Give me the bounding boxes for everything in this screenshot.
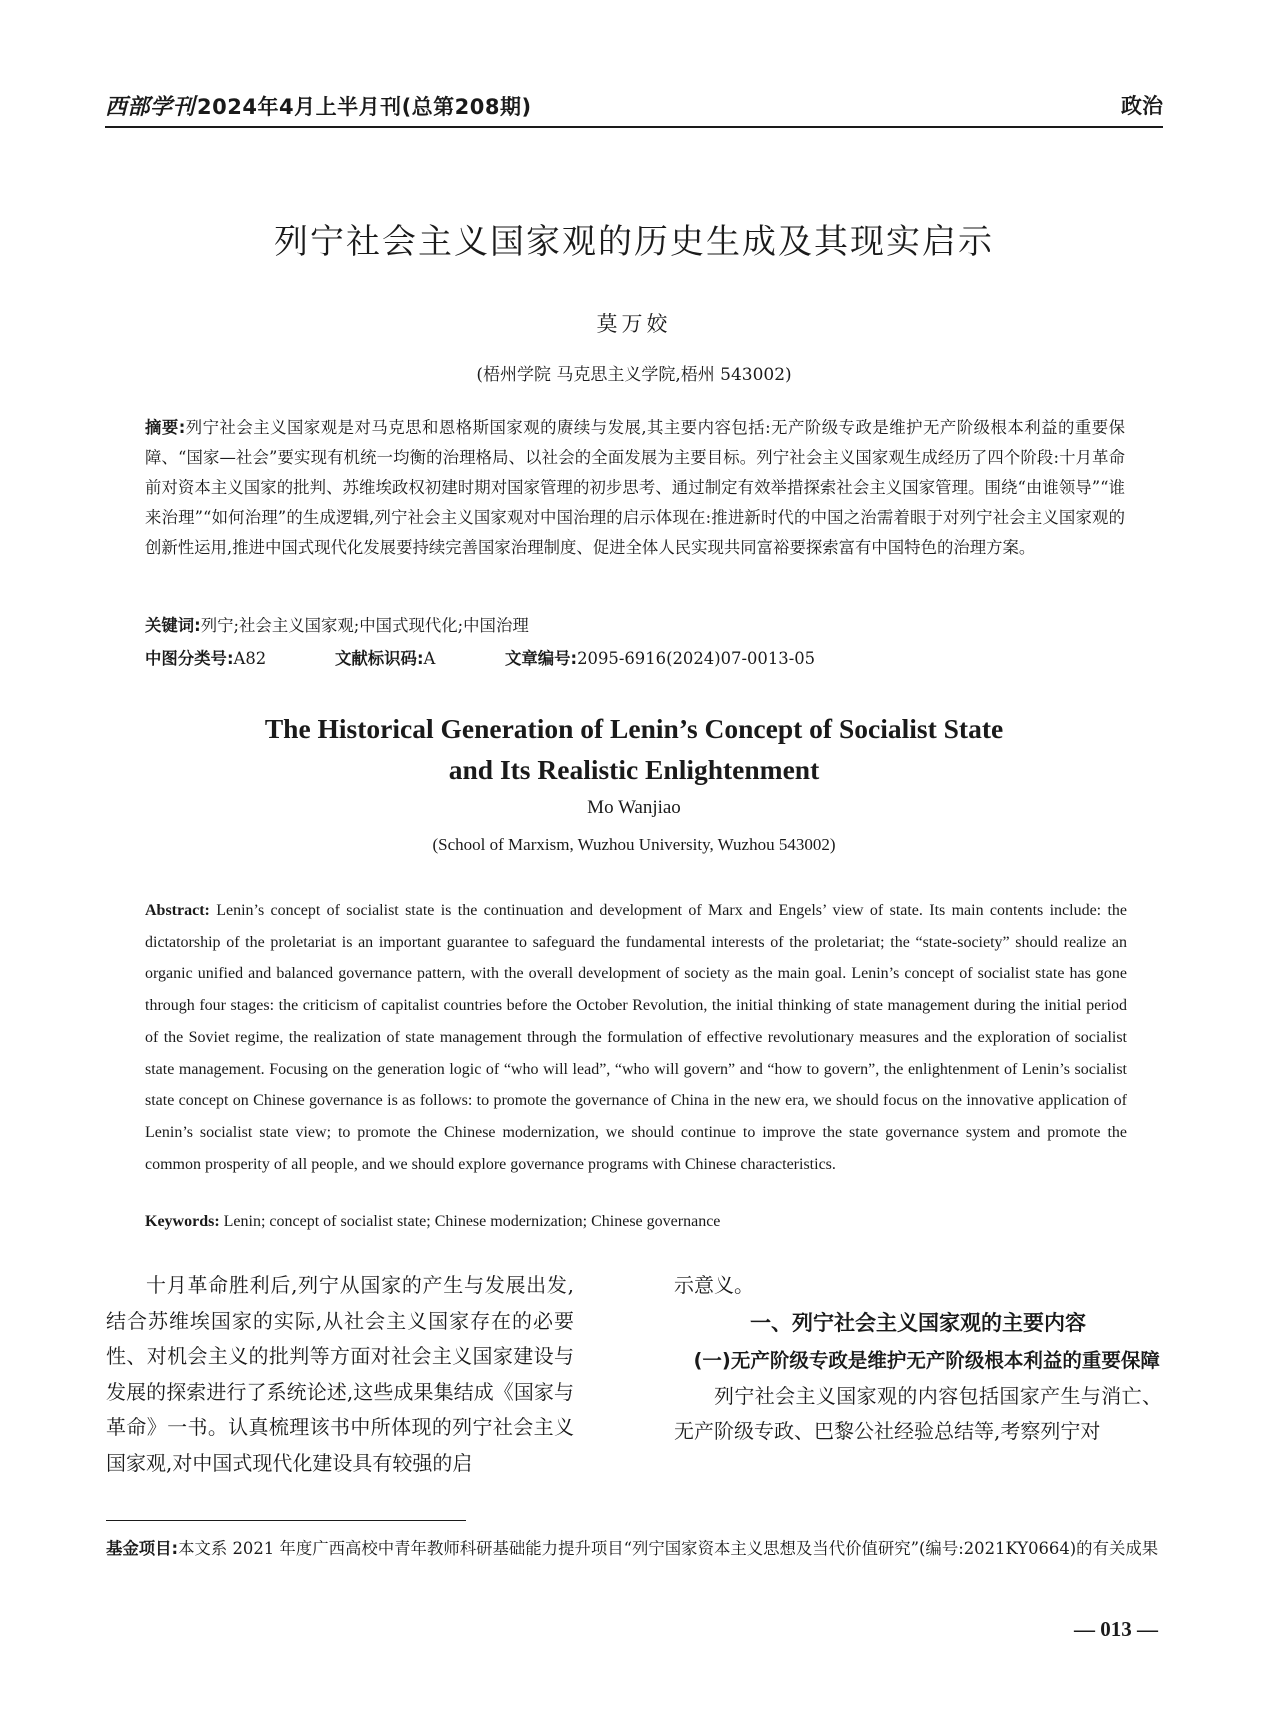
abstract-en-label: Abstract: <box>145 902 210 919</box>
abstract-cn-text: 列宁社会主义国家观是对马克思和恩格斯国家观的赓续与发展,其主要内容包括:无产阶级专政是维护无产阶级根本利益的重要保障、“国家—社会”要实现有机统一均衡的治理格局、以社会的全面发展为主要目标。列宁社会主义国家观生成经历了四个阶段:十月革命前对资本主义国家的批判、苏维埃政权初建时期对国家管理的初步思考、通过制定有效举措探索社会主义国家管理。围绕“由谁领导”“谁来治理”“如何治理”的生成逻辑,列宁社会主义国家观对中国治理的启示体现在:推进新时代的中国之治需着眼于对列宁社会主义国家观的创新性运用,推进中国式现代化发展要持续完善国家治理制度、促进全体人民实现共同富裕要探索富有中国特色的治理方案。 <box>145 418 1125 557</box>
abstract-cn-label: 摘要: <box>145 418 186 437</box>
classification-row <box>145 645 1125 669</box>
body-column-left <box>106 1268 574 1481</box>
doc-code-value: A <box>423 649 436 668</box>
article-title-en <box>0 708 1268 790</box>
doc-code <box>335 645 505 669</box>
body-paragraph-continued: 示意义。 <box>674 1273 754 1297</box>
issue-text: 2024年4月上半月刊(总第208期) <box>197 95 532 119</box>
section-heading: 一、列宁社会主义国家观的主要内容 <box>750 1310 1086 1335</box>
title-en-line2: and Its Realistic Enlightenment <box>448 754 820 785</box>
journal-logo: 西部学刊 <box>105 94 196 120</box>
footnote-label: 基金项目: <box>106 1539 179 1558</box>
body-paragraph: 十月革命胜利后,列宁从国家的产生与发展出发,结合苏维埃国家的实际,从社会主义国家存在的必要性、对机会主义的批判等方面对社会主义国家建设与发展的探索进行了系统论述,这些成果集结成《国家与革命》一书。认真梳理该书中所体现的列宁社会主义国家观,对中国式现代化建设具有较强的启 <box>106 1273 574 1475</box>
body-column-right <box>674 1268 1162 1450</box>
clc-number <box>145 645 335 669</box>
footnote-text: 本文系 2021 年度广西高校中青年教师科研基础能力提升项目“列宁国家资本主义思想及当代价值研究”(编号:2021KY0664)的有关成果 <box>178 1539 1159 1558</box>
keywords-cn-text: 列宁;社会主义国家观;中国式现代化;中国治理 <box>200 616 529 635</box>
article-title-cn: 列宁社会主义国家观的历史生成及其现实启示 <box>274 222 994 262</box>
page-number: — 013 — <box>1074 1617 1158 1641</box>
clc-label: 中图分类号: <box>145 649 234 668</box>
clc-value: A82 <box>233 649 267 668</box>
body-paragraph: 列宁社会主义国家观的内容包括国家产生与消亡、无产阶级专政、巴黎公社经验总结等,考察列宁对 <box>674 1383 1162 1443</box>
article-number <box>505 645 815 669</box>
abstract-en-text: Lenin’s concept of socialist state is the continuation and development of Marx and Engels’ view of state. Its main contents include: the dictatorship of the proletariat is an important guarantee to safeguard the fundamental interests of the proletariat; the “state-society” should realize an organic unified and balanced governance pattern, with the overall development of society as the main goal. Lenin’s concept of socialist state has gone through four stages: the criticism of capitalist countries before the October Revolution, the initial thinking of state management during the initial period of the Soviet regime, the realization of state management through the formulation of effective revolutionary measures and the exploration of socialist state management. Focusing on the generation logic of “who will lead”, “who will govern” and “how to govern”, the enlightenment of Lenin’s socialist state concept on Chinese governance is as follows: to promote the governance of China in the new era, we should focus on the innovative application of Lenin’s socialist state view; to promote the Chinese modernization, we should continue to improve the state governance system and promote the common prosperity of all people, and we should explore governance programs with Chinese characteristics. <box>145 902 1127 1173</box>
journal-issue <box>105 90 532 121</box>
footnote-divider <box>106 1520 466 1521</box>
doc-code-label: 文献标识码: <box>335 649 424 668</box>
title-en-line1: The Historical Generation of Lenin’s Concept of Socialist State <box>264 713 1004 744</box>
section-label: 政治 <box>1121 94 1163 118</box>
subsection-heading: (一)无产阶级专政是维护无产阶级根本利益的重要保障 <box>693 1348 1160 1372</box>
article-number-value: 2095-6916(2024)07-0013-05 <box>577 649 816 668</box>
affiliation-cn: (梧州学院 马克思主义学院,梧州 543002) <box>476 365 792 385</box>
funding-footnote <box>106 1534 1161 1564</box>
abstract-cn <box>145 413 1125 563</box>
author-cn: 莫万姣 <box>596 312 672 336</box>
abstract-en <box>145 895 1127 1180</box>
keywords-en-label: Keywords: <box>145 1213 220 1230</box>
affiliation-en: (School of Marxism, Wuzhou University, Wuzhou 543002) <box>432 835 836 854</box>
keywords-cn-label: 关键词: <box>145 616 201 635</box>
keywords-en <box>145 1213 720 1231</box>
keywords-cn <box>145 612 529 636</box>
article-number-label: 文章编号: <box>505 649 578 668</box>
author-en: Mo Wanjiao <box>587 797 681 818</box>
keywords-en-text: Lenin; concept of socialist state; Chinese modernization; Chinese governance <box>223 1213 721 1230</box>
running-header <box>105 86 1163 128</box>
